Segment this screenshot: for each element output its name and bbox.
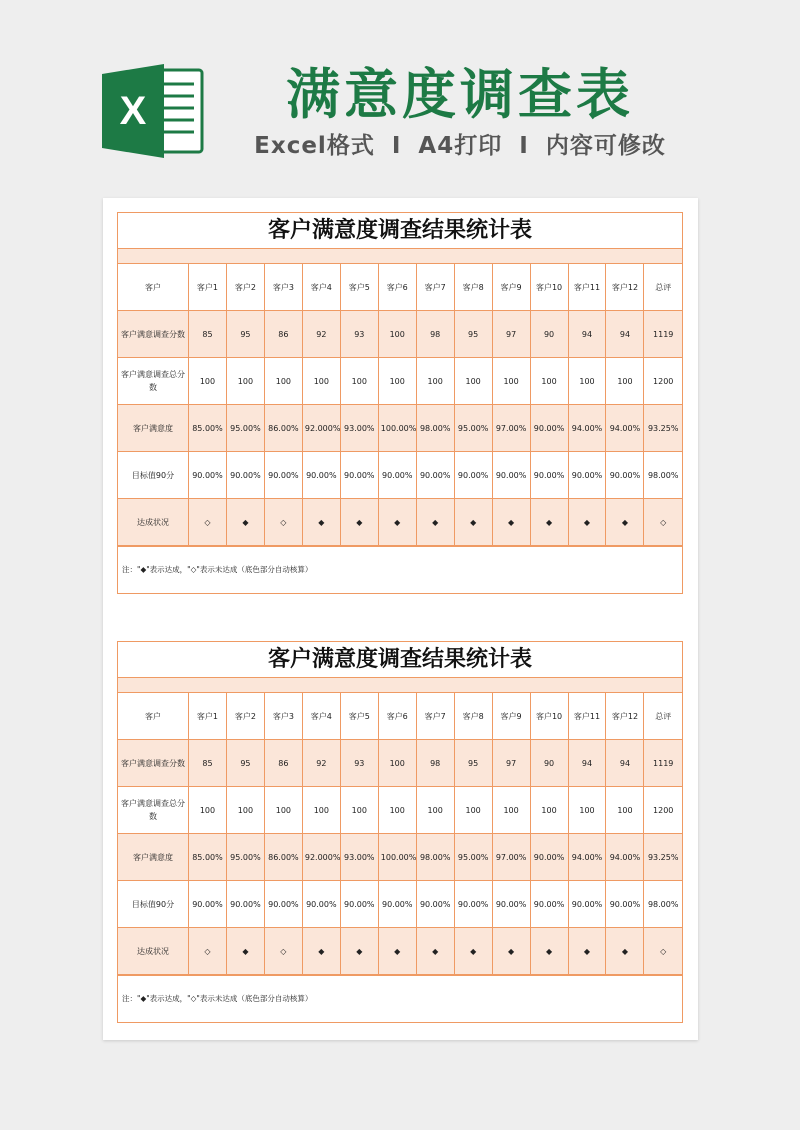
header-cell: 客户7	[416, 693, 454, 740]
table-cell: 客户满意度	[118, 405, 189, 452]
table-cell: 100	[189, 787, 227, 834]
row-satisfaction	[118, 834, 682, 881]
document-page	[103, 198, 698, 1040]
header-cell: 客户6	[378, 264, 416, 311]
table-cell: 85	[189, 311, 227, 358]
table-cell: ◆	[530, 499, 568, 546]
table-cell: 客户满意度	[118, 834, 189, 881]
table-cell: ◇	[264, 499, 302, 546]
table-cell: 目标值90分	[118, 881, 189, 928]
header-cell: 客户12	[606, 693, 644, 740]
header-cell: 客户1	[189, 264, 227, 311]
table-cell: 92	[302, 740, 340, 787]
table-cell: 90.00%	[189, 881, 227, 928]
row-scores	[118, 311, 682, 358]
table-title: 客户满意度调查结果统计表	[118, 213, 682, 249]
table-cell: 86.00%	[264, 834, 302, 881]
table-cell: 85.00%	[189, 405, 227, 452]
table-cell: 93.25%	[644, 834, 682, 881]
table-cell: 90.00%	[530, 881, 568, 928]
table-cell: 98.00%	[416, 405, 454, 452]
header-cell: 客户3	[264, 264, 302, 311]
table-cell: 达成状况	[118, 499, 189, 546]
table-cell: 100	[189, 358, 227, 405]
table-cell: ◇	[644, 499, 682, 546]
header-cell: 客户4	[302, 264, 340, 311]
header-cell: 客户11	[568, 264, 606, 311]
header-cell: 总评	[644, 264, 682, 311]
table-cell: 94	[606, 311, 644, 358]
subtitle-format: Excel格式	[254, 133, 375, 159]
table-cell: 100.00%	[378, 834, 416, 881]
table-cell: 100	[226, 358, 264, 405]
table-cell: 100	[454, 787, 492, 834]
header-cell: 客户	[118, 264, 189, 311]
row-satisfaction	[118, 405, 682, 452]
table-cell: ◇	[644, 928, 682, 975]
table-cell: 90.00%	[340, 881, 378, 928]
table-cell: 86	[264, 740, 302, 787]
table-header-row	[118, 693, 682, 740]
table-cell: 97.00%	[492, 834, 530, 881]
results-table	[118, 264, 682, 546]
row-scores	[118, 740, 682, 787]
header-cell: 客户11	[568, 693, 606, 740]
table-cell: 100	[492, 358, 530, 405]
table-cell: 100	[302, 787, 340, 834]
table-cell: 目标值90分	[118, 452, 189, 499]
table-cell: 94.00%	[606, 834, 644, 881]
table-cell: 90.00%	[264, 881, 302, 928]
table-cell: 94	[568, 740, 606, 787]
table-cell: 90.00%	[530, 452, 568, 499]
table-cell: 90.00%	[302, 881, 340, 928]
table-cell: ◆	[568, 499, 606, 546]
table-cell: 100	[340, 358, 378, 405]
header-cell: 客户12	[606, 264, 644, 311]
table-cell: 98.00%	[644, 881, 682, 928]
table-cell: 90.00%	[530, 405, 568, 452]
table-cell: ◆	[416, 499, 454, 546]
table-cell: 98.00%	[644, 452, 682, 499]
row-target	[118, 881, 682, 928]
table-cell: 100	[340, 787, 378, 834]
subtitle-separator: I	[391, 133, 402, 159]
table-title: 客户满意度调查结果统计表	[118, 642, 682, 678]
table-cell: 90.00%	[454, 881, 492, 928]
results-table	[118, 693, 682, 975]
table-cell: 95.00%	[226, 834, 264, 881]
header-cell: 客户9	[492, 264, 530, 311]
table-cell: ◆	[606, 928, 644, 975]
table-cell: 100	[530, 787, 568, 834]
survey-table-2	[117, 641, 683, 1023]
header-cell: 总评	[644, 693, 682, 740]
table-cell: ◆	[454, 499, 492, 546]
table-cell: 100	[606, 358, 644, 405]
table-cell: 94.00%	[568, 834, 606, 881]
table-cell: 90.00%	[264, 452, 302, 499]
table-cell: 95	[226, 311, 264, 358]
table-cell: 100	[378, 358, 416, 405]
table-cell: 100	[302, 358, 340, 405]
table-cell: ◇	[264, 928, 302, 975]
header-cell: 客户3	[264, 693, 302, 740]
table-cell: 95	[454, 740, 492, 787]
table-cell: ◇	[189, 928, 227, 975]
table-cell: 93	[340, 311, 378, 358]
table-cell: ◆	[226, 499, 264, 546]
table-cell: ◆	[302, 928, 340, 975]
table-cell: 1200	[644, 787, 682, 834]
table-cell: 95	[454, 311, 492, 358]
table-cell: ◆	[340, 928, 378, 975]
logo-letter: X	[119, 89, 147, 133]
header-cell: 客户10	[530, 264, 568, 311]
table-cell: ◆	[454, 928, 492, 975]
excel-icon	[102, 62, 206, 160]
table-cell: 100	[226, 787, 264, 834]
table-cell: 98.00%	[416, 834, 454, 881]
table-cell: 100	[378, 740, 416, 787]
table-cell: 100	[568, 787, 606, 834]
table-cell: 90	[530, 311, 568, 358]
table-cell: 客户满意调查分数	[118, 740, 189, 787]
table-cell: 100.00%	[378, 405, 416, 452]
table-cell: ◆	[568, 928, 606, 975]
table-cell: 95.00%	[454, 834, 492, 881]
table-header-row	[118, 264, 682, 311]
table-cell: ◆	[492, 499, 530, 546]
table-cell: 90.00%	[226, 881, 264, 928]
table-cell: 94	[606, 740, 644, 787]
table-note: 注："◆"表示达成，"◇"表示未达成（底色部分自动核算）	[118, 546, 682, 593]
table-cell: 98	[416, 311, 454, 358]
subtitle-editable: 内容可修改	[545, 133, 666, 159]
table-cell: 1119	[644, 311, 682, 358]
header-cell: 客户6	[378, 693, 416, 740]
table-cell: 90.00%	[454, 452, 492, 499]
page-subtitle	[240, 127, 680, 160]
table-cell: 93.25%	[644, 405, 682, 452]
header-cell: 客户5	[340, 693, 378, 740]
table-cell: 94.00%	[606, 405, 644, 452]
table-cell: 客户满意调查总分数	[118, 787, 189, 834]
header-cell: 客户5	[340, 264, 378, 311]
table-cell: 90.00%	[302, 452, 340, 499]
table-cell: ◆	[530, 928, 568, 975]
table-cell: 95.00%	[226, 405, 264, 452]
header-cell: 客户	[118, 693, 189, 740]
table-cell: 85	[189, 740, 227, 787]
table-cell: 90.00%	[492, 881, 530, 928]
table-cell: 90.00%	[568, 881, 606, 928]
table-cell: ◆	[226, 928, 264, 975]
table-cell: 90.00%	[530, 834, 568, 881]
table-cell: 90.00%	[416, 881, 454, 928]
header-cell: 客户7	[416, 264, 454, 311]
table-cell: 客户满意调查分数	[118, 311, 189, 358]
table-cell: 90.00%	[189, 452, 227, 499]
table-cell: 90.00%	[340, 452, 378, 499]
table-cell: 90.00%	[492, 452, 530, 499]
header-cell: 客户9	[492, 693, 530, 740]
table-cell: 100	[568, 358, 606, 405]
table-cell: 93.00%	[340, 405, 378, 452]
row-total-scores	[118, 787, 682, 834]
table-cell: 100	[264, 787, 302, 834]
header-cell: 客户1	[189, 693, 227, 740]
row-status	[118, 499, 682, 546]
table-cell: 100	[416, 358, 454, 405]
table-cell: 100	[378, 787, 416, 834]
table-cell: 95	[226, 740, 264, 787]
header-cell: 客户4	[302, 693, 340, 740]
row-target	[118, 452, 682, 499]
table-cell: 94	[568, 311, 606, 358]
table-cell: 97.00%	[492, 405, 530, 452]
table-cell: ◆	[378, 499, 416, 546]
table-cell: 95.00%	[454, 405, 492, 452]
table-cell: 90.00%	[378, 881, 416, 928]
table-note: 注："◆"表示达成，"◇"表示未达成（底色部分自动核算）	[118, 975, 682, 1022]
table-cell: 100	[264, 358, 302, 405]
table-cell: 86.00%	[264, 405, 302, 452]
table-cell: 100	[606, 787, 644, 834]
table-cell: 100	[378, 311, 416, 358]
header-cell: 客户2	[226, 693, 264, 740]
table-cell: 93	[340, 740, 378, 787]
table-cell: 97	[492, 740, 530, 787]
table-cell: 86	[264, 311, 302, 358]
table-cell: 90.00%	[378, 452, 416, 499]
row-status	[118, 928, 682, 975]
table-cell: 100	[530, 358, 568, 405]
subtitle-separator: I	[519, 133, 529, 159]
table-cell: 97	[492, 311, 530, 358]
table-cell: 90.00%	[606, 881, 644, 928]
table-cell: 93.00%	[340, 834, 378, 881]
table-cell: 1200	[644, 358, 682, 405]
table-cell: 94.00%	[568, 405, 606, 452]
table-cell: 90.00%	[416, 452, 454, 499]
table-cell: 达成状况	[118, 928, 189, 975]
table-cell: 92.000%	[302, 834, 340, 881]
table-cell: 90.00%	[568, 452, 606, 499]
spacer-row	[118, 678, 682, 693]
table-cell: 90.00%	[226, 452, 264, 499]
subtitle-print: A4打印	[418, 133, 503, 159]
table-cell: ◆	[378, 928, 416, 975]
table-cell: ◆	[340, 499, 378, 546]
table-cell: 90	[530, 740, 568, 787]
table-cell: 90.00%	[606, 452, 644, 499]
table-cell: 85.00%	[189, 834, 227, 881]
table-cell: 100	[454, 358, 492, 405]
table-cell: 100	[416, 787, 454, 834]
table-cell: ◇	[189, 499, 227, 546]
survey-table-1	[117, 212, 683, 594]
table-cell: 92.000%	[302, 405, 340, 452]
table-cell: 98	[416, 740, 454, 787]
page-header	[0, 0, 800, 190]
spacer-row	[118, 249, 682, 264]
table-cell: 92	[302, 311, 340, 358]
table-cell: ◆	[416, 928, 454, 975]
header-cell: 客户10	[530, 693, 568, 740]
table-cell: 100	[492, 787, 530, 834]
header-cell: 客户8	[454, 693, 492, 740]
table-cell: ◆	[606, 499, 644, 546]
table-cell: ◆	[492, 928, 530, 975]
table-cell: 客户满意调查总分数	[118, 358, 189, 405]
header-cell: 客户2	[226, 264, 264, 311]
header-cell: 客户8	[454, 264, 492, 311]
table-cell: ◆	[302, 499, 340, 546]
page-title: 满意度调查表	[286, 63, 634, 126]
table-cell: 1119	[644, 740, 682, 787]
row-total-scores	[118, 358, 682, 405]
